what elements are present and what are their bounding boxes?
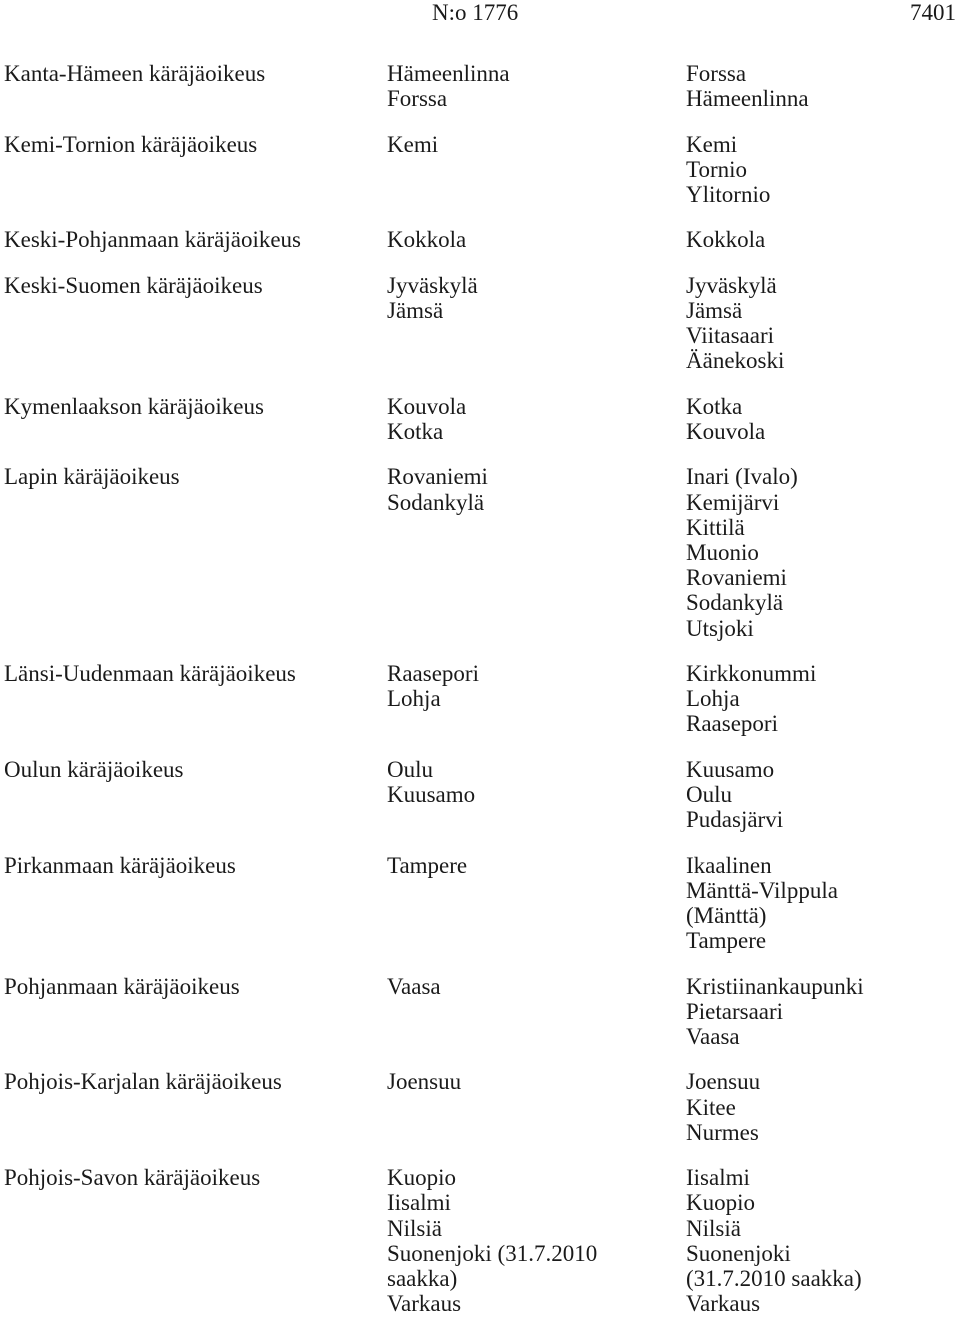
session-place: Ikaalinen [686, 852, 772, 878]
session-place: Kemi [686, 131, 738, 157]
session-place: Rovaniemi [686, 565, 787, 591]
court-row [0, 661, 960, 737]
session-place: Nilsiä [686, 1215, 741, 1241]
court-seat: Oulu [387, 756, 433, 782]
court-seat: Nilsiä [387, 1215, 442, 1241]
session-place: Pietarsaari [686, 998, 784, 1024]
session-place: Utsjoki [686, 615, 754, 641]
session-place: Hämeenlinna [686, 86, 809, 112]
court-seat: Iisalmi [387, 1190, 451, 1216]
court-seat-cell [387, 853, 686, 954]
session-place: Iisalmi [686, 1165, 750, 1191]
court-seat: Joensuu [387, 1069, 462, 1095]
court-name-cell [0, 757, 387, 833]
session-place: Joensuu [686, 1069, 761, 1095]
session-place-cell [686, 974, 960, 1050]
session-place: Suonenjoki [686, 1240, 791, 1266]
court-seat: Kuusamo [387, 781, 476, 807]
court-name-cell [0, 61, 387, 111]
session-place: Sodankylä [686, 590, 784, 616]
session-place: Varkaus [686, 1291, 761, 1317]
court-seat-cell [387, 132, 686, 208]
court-seat: saakka) [387, 1265, 458, 1291]
court-seat-cell [387, 974, 686, 1050]
court-name: Kemi-Tornion käräjäoikeus [4, 131, 258, 157]
session-place: Kokkola [686, 227, 766, 253]
court-name-cell [0, 273, 387, 374]
court-row [0, 394, 960, 444]
court-seat: Raasepori [387, 660, 479, 686]
session-place: (Mänttä) [686, 902, 767, 928]
session-place: Viitasaari [686, 323, 775, 349]
court-name-cell [0, 227, 387, 252]
court-name: Oulun käräjäoikeus [4, 756, 184, 782]
court-row [0, 1069, 960, 1145]
court-seat: Jyväskylä [387, 272, 478, 298]
court-seat-cell [387, 1165, 686, 1316]
session-place-cell [686, 853, 960, 954]
session-place: Ylitornio [686, 182, 771, 207]
court-name: Pirkanmaan käräjäoikeus [4, 852, 236, 878]
session-place: Vaasa [686, 1023, 740, 1049]
district-court-table [0, 61, 960, 1337]
session-place-cell [686, 464, 960, 640]
court-name-cell [0, 132, 387, 208]
session-place-cell [686, 227, 960, 252]
court-seat-cell [387, 661, 686, 737]
court-seat-cell [387, 757, 686, 833]
session-place: Jämsä [686, 297, 743, 323]
session-place: Tampere [686, 928, 767, 954]
court-seat: Kokkola [387, 227, 467, 253]
court-seat-cell [387, 61, 686, 111]
session-place: Kuusamo [686, 756, 775, 782]
session-place: Nurmes [686, 1119, 759, 1145]
court-seat: Hämeenlinna [387, 61, 510, 86]
session-place-cell [686, 132, 960, 208]
court-row [0, 974, 960, 1050]
court-seat-cell [387, 227, 686, 252]
page-header [0, 0, 960, 30]
session-place: (31.7.2010 saakka) [686, 1265, 862, 1291]
session-place-cell [686, 394, 960, 444]
court-row [0, 227, 960, 252]
court-seat-cell [387, 1069, 686, 1145]
court-name-cell [0, 853, 387, 954]
document-number: N:o 1776 [432, 0, 519, 25]
court-seat: Rovaniemi [387, 464, 488, 490]
session-place: Raasepori [686, 711, 778, 737]
session-place: Lohja [686, 686, 740, 712]
court-row [0, 61, 960, 111]
court-row [0, 853, 960, 954]
court-name: Keski-Suomen käräjäoikeus [4, 272, 263, 298]
session-place-cell [686, 661, 960, 737]
session-place: Kemijärvi [686, 489, 780, 515]
court-seat: Vaasa [387, 973, 441, 999]
session-place-cell [686, 1165, 960, 1316]
session-place: Pudasjärvi [686, 807, 784, 833]
session-place: Oulu [686, 781, 732, 807]
court-name: Pohjois-Karjalan käräjäoikeus [4, 1069, 282, 1095]
court-seat: Lohja [387, 686, 441, 712]
court-name: Lapin käräjäoikeus [4, 464, 180, 490]
court-row [0, 1165, 960, 1316]
court-name-cell [0, 1069, 387, 1145]
session-place: Mänttä-Vilppula [686, 877, 838, 903]
session-place: Äänekoski [686, 348, 785, 374]
session-place-cell [686, 757, 960, 833]
court-name: Kymenlaakson käräjäoikeus [4, 393, 264, 419]
session-place: Kuopio [686, 1190, 755, 1216]
court-seat-cell [387, 394, 686, 444]
session-place: Kirkkonummi [686, 660, 817, 686]
court-name-cell [0, 394, 387, 444]
court-seat: Tampere [387, 852, 468, 878]
session-place: Tornio [686, 156, 747, 182]
court-seat: Kotka [387, 418, 444, 444]
court-name-cell [0, 661, 387, 737]
court-seat: Varkaus [387, 1291, 462, 1317]
session-place: Muonio [686, 539, 759, 565]
court-seat: Kemi [387, 131, 439, 157]
page-number: 7401 [910, 0, 956, 25]
court-seat: Kouvola [387, 393, 467, 419]
court-seat-cell [387, 464, 686, 640]
court-row [0, 464, 960, 640]
court-name: Pohjois-Savon käräjäoikeus [4, 1165, 261, 1191]
session-place: Kitee [686, 1094, 736, 1120]
court-row [0, 132, 960, 208]
session-place: Jyväskylä [686, 272, 777, 298]
session-place: Forssa [686, 61, 747, 86]
session-place-cell [686, 273, 960, 374]
court-row [0, 273, 960, 374]
court-name: Keski-Pohjanmaan käräjäoikeus [4, 227, 301, 253]
session-place: Inari (Ivalo) [686, 464, 798, 490]
court-name: Länsi-Uudenmaan käräjäoikeus [4, 660, 296, 686]
court-name: Kanta-Hämeen käräjäoikeus [4, 61, 266, 86]
court-seat: Kuopio [387, 1165, 456, 1191]
session-place: Kouvola [686, 418, 766, 444]
session-place: Kristiinankaupunki [686, 973, 864, 999]
court-name-cell [0, 464, 387, 640]
session-place-cell [686, 61, 960, 111]
session-place-cell [686, 1069, 960, 1145]
court-name: Pohjanmaan käräjäoikeus [4, 973, 240, 999]
court-seat: Sodankylä [387, 489, 485, 515]
court-row [0, 757, 960, 833]
court-name-cell [0, 974, 387, 1050]
session-place: Kittilä [686, 514, 745, 540]
court-seat: Suonenjoki (31.7.2010 [387, 1240, 598, 1266]
court-seat: Jämsä [387, 297, 444, 323]
court-seat-cell [387, 273, 686, 374]
court-name-cell [0, 1165, 387, 1316]
court-seat: Forssa [387, 86, 448, 112]
session-place: Kotka [686, 393, 743, 419]
